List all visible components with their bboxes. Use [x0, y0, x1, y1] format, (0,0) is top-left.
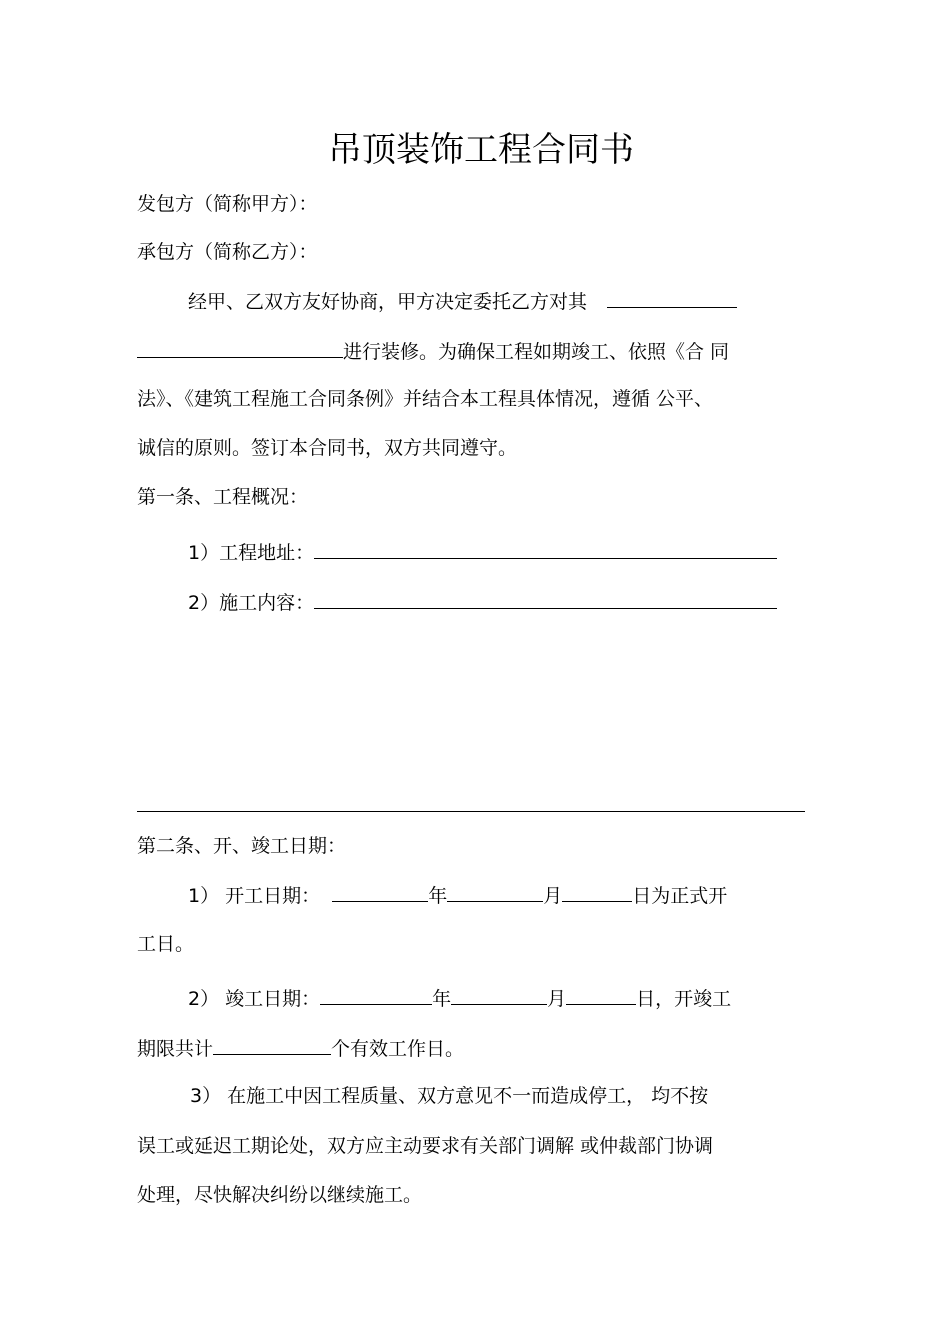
dispute-line-1: 3） 在施工中因工程质量、双方意见不一而造成停工， 均不按 — [190, 1085, 709, 1107]
party-a-label: 发包方（简称甲方）： — [137, 193, 318, 215]
preamble-line-1 — [188, 289, 737, 314]
dispute-line-3: 处理，尽快解决纠纷以继续施工。 — [137, 1184, 423, 1206]
preamble-line-4: 诚信的原则。签订本合同书，双方共同遵守。 — [137, 437, 518, 459]
start-day-text: 日为正式开 — [632, 885, 728, 907]
period-days-blank[interactable] — [213, 1036, 331, 1055]
month-label-2: 月 — [547, 988, 567, 1010]
end-day-text: 日，开竣工 — [636, 988, 732, 1010]
year-label: 年 — [428, 885, 448, 907]
period-suffix: 个有效工作日。 — [331, 1038, 465, 1060]
period-line — [137, 1036, 464, 1061]
blank-entrusted-object-cont[interactable] — [137, 339, 343, 358]
party-b-label: 承包方（简称乙方）： — [137, 241, 318, 263]
content-line — [188, 590, 777, 615]
blank-entrusted-object[interactable] — [607, 289, 737, 308]
start-year-blank[interactable] — [332, 883, 428, 902]
end-date-label: 2） 竣工日期： — [188, 988, 321, 1010]
preamble-text-1: 经甲、乙双方友好协商，甲方决定委托乙方对其 — [188, 291, 588, 313]
year-label-2: 年 — [432, 988, 452, 1010]
end-year-blank[interactable] — [320, 986, 432, 1005]
period-prefix: 期限共计 — [137, 1038, 214, 1060]
article-1-heading: 第一条、工程概况： — [137, 486, 309, 508]
content-divider-line[interactable] — [137, 811, 805, 812]
content-label: 2）施工内容： — [188, 592, 315, 614]
start-month-blank[interactable] — [447, 883, 543, 902]
dispute-line-2: 误工或延迟工期论处，双方应主动要求有关部门调解 或仲裁部门协调 — [137, 1135, 714, 1157]
start-day-blank[interactable] — [562, 883, 632, 902]
start-date-label: 1） 开工日期： — [188, 885, 321, 907]
preamble-line-2 — [137, 339, 729, 364]
article-2-heading: 第二条、开、竣工日期： — [137, 835, 347, 857]
end-day-blank[interactable] — [566, 986, 636, 1005]
content-blank[interactable] — [314, 590, 777, 609]
contract-title: 吊顶装饰工程合同书 — [328, 130, 634, 170]
end-month-blank[interactable] — [451, 986, 547, 1005]
address-line — [188, 540, 777, 565]
start-date-tail: 工日。 — [137, 933, 195, 955]
preamble-line-3: 法》、《建筑工程施工合同条例》并结合本工程具体情况，遵循 公平、 — [137, 388, 714, 410]
preamble-text-2: 进行装修。为确保工程如期竣工、依照《合 同 — [343, 341, 730, 363]
address-label: 1）工程地址： — [188, 542, 315, 564]
month-label: 月 — [543, 885, 563, 907]
start-date-line — [188, 883, 727, 908]
end-date-line — [188, 986, 731, 1011]
address-blank[interactable] — [314, 540, 777, 559]
